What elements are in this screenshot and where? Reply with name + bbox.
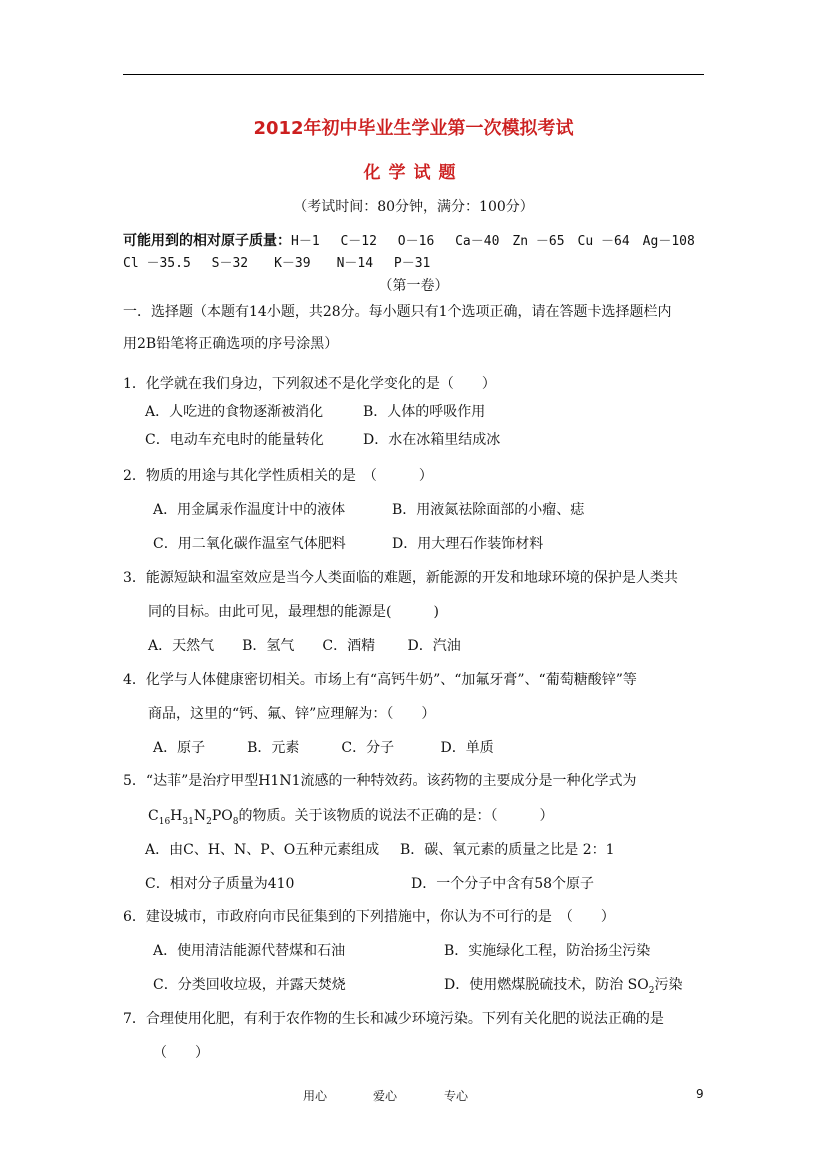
q4-stem-line1: 4．化学与人体健康密切相关。市场上有“高钙牛奶”、“加氟牙膏”、“葡萄糖酸锌”等 xyxy=(123,672,637,688)
exam-title: 2012年初中毕业生学业第一次模拟考试 xyxy=(253,118,574,139)
q5-option-d: D．一个分子中含有58个原子 xyxy=(411,876,595,892)
q6-stem: 6．建设城市，市政府向市民征集到的下列措施中，你认为不可行的是 （ ） xyxy=(123,909,615,925)
q5-stem-line2: $C_{16}H_{31}N_2PO_8$的物质。关于该物质的说法不正确的是：（ ） xyxy=(148,808,554,827)
q6-option-d: D．使用燃煤脱硫技术，防治 $SO_2$污染 xyxy=(444,977,683,996)
q3-stem-line2: 同的目标。由此可见，最理想的能源是( ) xyxy=(148,604,439,620)
q2-option-d: D．用大理石作装饰材料 xyxy=(392,536,544,552)
q6-option-a: A．使用清洁能源代替煤和石油 xyxy=(153,943,346,959)
q5-option-a: A．由C、H、N、P、O五种元素组成 xyxy=(145,842,380,858)
header-rule xyxy=(123,74,704,75)
page-number: 9 xyxy=(696,1087,704,1101)
footer-motto-2: 爱心 xyxy=(373,1089,398,1103)
atomic-masses-line2: Cl －35.5 S－32 K－39 N－14 P－31 xyxy=(123,256,431,271)
q6-option-c: C．分类回收垃圾，并露天焚烧 xyxy=(153,977,346,993)
q1-option-a: A．人吃进的食物逐渐被消化 xyxy=(145,404,324,420)
atomic-masses-label: 可能用到的相对原子质量： xyxy=(123,233,291,249)
q5-formula: $C_{16}H_{31}N_2PO_8$ xyxy=(148,808,239,827)
q4-stem-line2: 商品，这里的“钙、氟、锌”应理解为：（ ） xyxy=(148,706,436,722)
q2-option-b: B．用液氮祛除面部的小瘤、痣 xyxy=(392,502,585,518)
q1-option-d: D．水在冰箱里结成冰 xyxy=(363,432,501,448)
q1-option-c: C．电动车充电时的能量转化 xyxy=(145,432,324,448)
q1-stem: 1．化学就在我们身边，下列叙述不是化学变化的是（ ） xyxy=(123,376,496,392)
q2-stem: 2．物质的用途与其化学性质相关的是 （ ） xyxy=(123,468,433,484)
section1-instruction-line2: 用2B铅笔将正确选项的序号涂黑） xyxy=(123,336,339,352)
exam-subtitle: 化学试题 xyxy=(363,163,464,183)
q7-stem: 7．合理使用化肥，有利于农作物的生长和减少环境污染。下列有关化肥的说法正确的是 xyxy=(123,1011,664,1027)
footer-motto-3: 专心 xyxy=(444,1089,469,1103)
q2-option-a: A．用金属汞作温度计中的液体 xyxy=(153,502,346,518)
q5-option-b: B．碳、氧元素的质量之比是 2：1 xyxy=(400,842,615,858)
q5-option-c: C．相对分子质量为410 xyxy=(145,876,295,892)
atomic-masses-values: H－1 C－12 O－16 Ca－40 Zn －65 Cu －64 Ag－108 xyxy=(291,234,695,249)
q5-stem-line1: 5．“达菲”是治疗甲型H1N1流感的一种特效药。该药物的主要成分是一种化学式为 xyxy=(123,773,637,789)
q4-options: A．原子 B．元素 C．分子 D．单质 xyxy=(153,740,494,756)
exam-info: （考试时间：80分钟，满分：100分） xyxy=(293,199,534,215)
footer-motto-1: 用心 xyxy=(303,1089,328,1103)
volume-label: （第一卷） xyxy=(378,278,449,294)
q1-option-b: B．人体的呼吸作用 xyxy=(363,404,486,420)
q6-option-b: B．实施绿化工程，防治扬尘污染 xyxy=(444,943,651,959)
atomic-masses-line1 xyxy=(123,230,695,250)
q3-options: A．天然气 B．氢气 C．酒精 D．汽油 xyxy=(148,638,461,654)
section1-instruction-line1: 一．选择题（本题有14小题，共28分。每小题只有1个选项正确，请在答题卡选择题栏内 xyxy=(123,304,672,320)
q2-option-c: C．用二氧化碳作温室气体肥料 xyxy=(153,536,346,552)
q3-stem-line1: 3．能源短缺和温室效应是当今人类面临的难题，新能源的开发和地球环境的保护是人类共 xyxy=(123,570,678,586)
q7-paren: （ ） xyxy=(153,1045,209,1061)
